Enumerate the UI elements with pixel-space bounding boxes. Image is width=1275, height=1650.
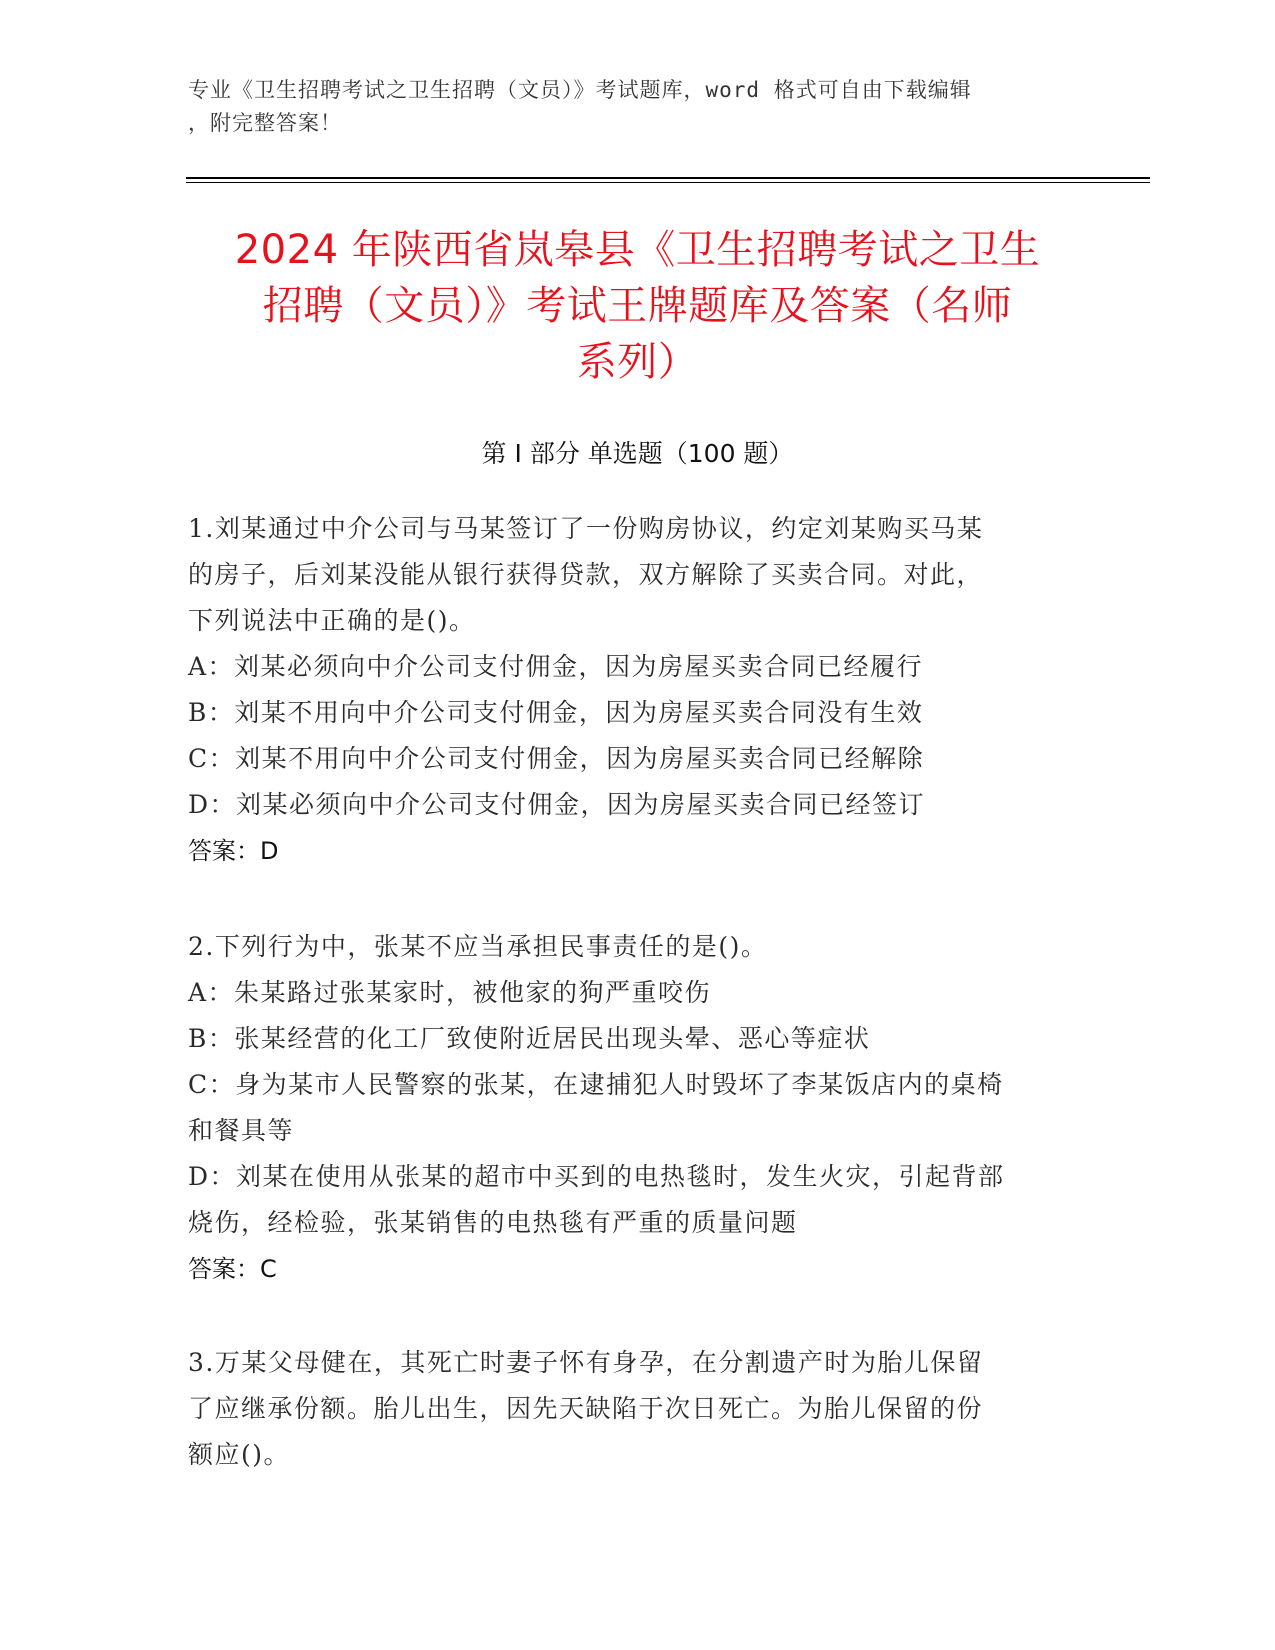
option-b: B：刘某不用向中介公司支付佣金，因为房屋买卖合同没有生效 xyxy=(188,698,924,727)
section-heading: 第 I 部分 单选题（100 题） xyxy=(481,439,794,468)
option-c-continued: 和餐具等 xyxy=(188,1116,295,1145)
question-stem-line: 下列说法中正确的是()。 xyxy=(188,606,476,635)
question-stem-line: 3.万某父母健在，其死亡时妻子怀有身孕，在分割遗产时为胎儿保留 xyxy=(188,1348,984,1377)
option-d: D：刘某必须向中介公司支付佣金，因为房屋买卖合同已经签订 xyxy=(188,790,926,819)
option-a: A：刘某必须向中介公司支付佣金，因为房屋买卖合同已经履行 xyxy=(188,652,924,681)
document-title-line: 招聘（文员）》考试王牌题库及答案（名师 xyxy=(262,283,1013,329)
header-note xyxy=(188,74,1068,140)
header-divider xyxy=(186,177,1150,179)
header-note-line: 专业《卫生招聘考试之卫生招聘（文员）》考试题库，word 格式可自由下载编辑 xyxy=(188,78,972,102)
option-c: C：刘某不用向中介公司支付佣金，因为房屋买卖合同已经解除 xyxy=(188,744,925,773)
question-stem-line: 1.刘某通过中介公司与马某签订了一份购房协议，约定刘某购买马某 xyxy=(188,514,984,543)
document-title-line: 系列） xyxy=(576,339,699,385)
header-note-line: ，附完整答案！ xyxy=(188,111,342,135)
option-b: B：张某经营的化工厂致使附近居民出现头晕、恶心等症状 xyxy=(188,1024,871,1053)
document-title xyxy=(170,222,1105,390)
question-1 xyxy=(188,506,1088,874)
answer-label: 答案：C xyxy=(188,1255,277,1283)
question-2 xyxy=(188,924,1088,1292)
header-divider-thin xyxy=(186,182,1150,183)
question-stem-line: 了应继承份额。胎儿出生，因先天缺陷于次日死亡。为胎儿保留的份 xyxy=(188,1394,984,1423)
answer-label: 答案：D xyxy=(188,837,279,865)
option-d: D：刘某在使用从张某的超市中买到的电热毯时，发生火灾，引起背部 xyxy=(188,1162,1005,1191)
question-3 xyxy=(188,1340,1088,1478)
option-c: C：身为某市人民警察的张某，在逮捕犯人时毁坏了李某饭店内的桌椅 xyxy=(188,1070,1004,1099)
question-stem-line: 2.下列行为中，张某不应当承担民事责任的是()。 xyxy=(188,932,768,961)
document-title-line: 2024 年陕西省岚皋县《卫生招聘考试之卫生 xyxy=(234,227,1041,273)
question-stem-line: 额应()。 xyxy=(188,1440,291,1469)
option-d-continued: 烧伤，经检验，张某销售的电热毯有严重的质量问题 xyxy=(188,1208,798,1237)
question-stem-line: 的房子，后刘某没能从银行获得贷款，双方解除了买卖合同。对此， xyxy=(188,560,984,589)
option-a: A：朱某路过张某家时，被他家的狗严重咬伤 xyxy=(188,978,712,1007)
